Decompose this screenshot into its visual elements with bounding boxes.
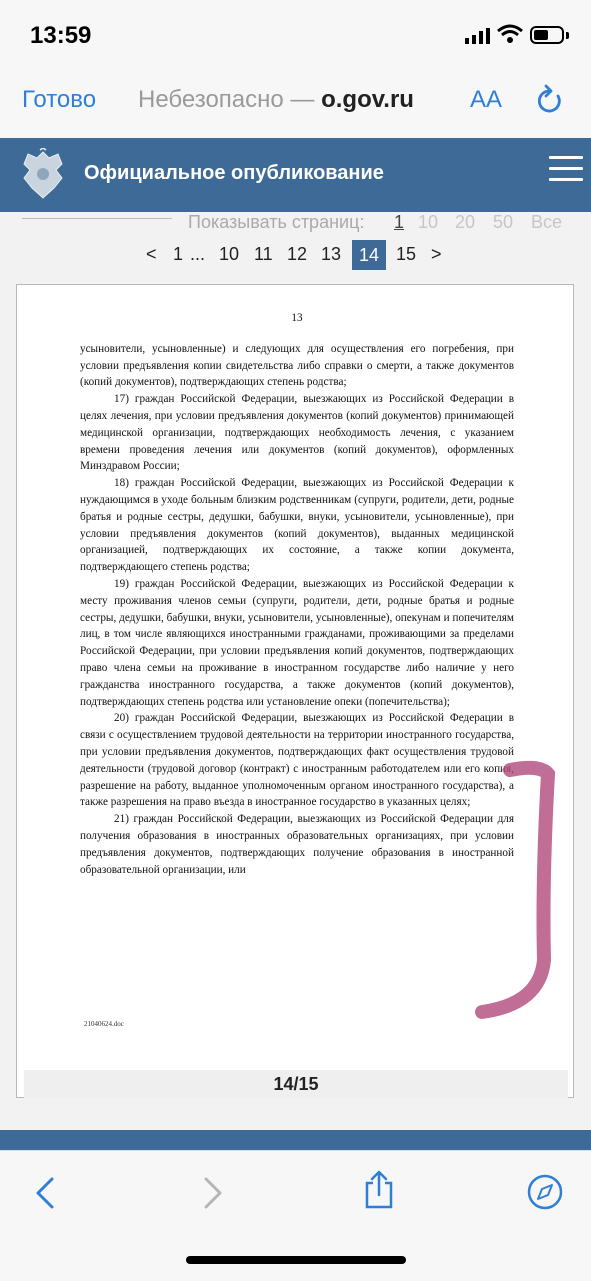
home-indicator [186,1256,406,1264]
document-paragraph: усыновители, усыновленные) и следующих для осуществления его погребения, при условии предъявления копии свидетельства либо справки о смерти, а также документов (копий документов), подтверждающих степень родства; [80,342,514,389]
reload-icon[interactable] [535,84,565,118]
document-paragraph: 19) граждан Российской Федерации, выезжающих из Российской Федерации к месту проживания членов семьи (супруги, родители, дети, родные братья и родные сестры, дедушки, бабушки, внуки, усыновители, усыновленные), опекунам и попечителям лиц, в том числе являющихся иностранными гражданами, проживающими за пределами Российской Федерации, при условии предъявления копий документов, подтверждающих право члена семьи на проживание в иностранном государстве либо наличие у него гражданства иностранного государства, а также документов (копий документов), подтверждающих степень родства или установление опеки (попечительства); [80,577,514,708]
status-bar [0,0,591,70]
highlight-bracket-mark [470,760,560,1030]
hamburger-menu-icon[interactable] [549,156,583,189]
pages-per-view-label: Показывать страниц: [188,212,365,232]
document-paragraph: 21) граждан Российской Федерации, выезжающих из Российской Федерации для получения образования в иностранных образовательных организациях, при условии предъявления документов, подтверждающих получение образования в иностранной образовательной организации, или [80,813,514,876]
pager-page-11[interactable]: 11 [254,244,273,264]
pager-ellipsis: ... [190,244,206,264]
pager-page-15[interactable]: 15 [396,244,417,264]
url-prefix: Небезопасно — [138,86,322,113]
pager-next-button[interactable]: > [431,244,442,264]
document-page-number: 13 [291,312,303,324]
pager-page-12[interactable]: 12 [287,244,308,264]
cellular-signal-icon [465,28,491,44]
battery-icon [530,26,564,44]
pages-per-view-selector [0,212,591,240]
browser-address-bar [0,70,591,138]
pages-option-all[interactable]: Все [531,212,563,232]
document-paragraph: 17) граждан Российской Федерации, выезжающих из Российской Федерации в целях лечения, при условии предъявления документов (копий документов) принимающей медицинской организации, подтверждающих необходимость лечения, с указанием времени проведения лечения или документов (копий документов), оформленных Минздравом России; [80,393,514,473]
site-footer-strip [0,1130,591,1150]
compass-icon[interactable] [526,1173,564,1211]
document-paragraph: 20) граждан Российской Федерации, выезжающих из Российской Федерации в связи с осуществлением трудовой деятельности на территории иностранного государства, при условии предъявления документов, подтверждающих факт осуществления трудовой деятельности (трудовой договор (контракт) с иностранным работодателем или его копия, разрешение на работу, выданное уполномоченным органом иностранного государства), а также разрешения на право въезда в иностранное государство в указанных целях; [80,712,514,809]
pager-page-13[interactable]: 13 [321,244,342,264]
pagination [0,240,591,272]
document-footer-code: 21040624.doc [84,1020,124,1028]
done-button[interactable]: Готово [22,86,97,113]
battery-tip [566,32,569,39]
back-icon[interactable] [32,1175,58,1211]
pages-option-20[interactable]: 20 [455,212,476,232]
site-header [0,138,591,212]
divider [22,218,172,219]
status-time: 13:59 [30,22,92,49]
pages-option-10[interactable]: 10 [418,212,439,232]
pages-option-50[interactable]: 50 [493,212,514,232]
forward-icon[interactable] [200,1175,226,1211]
document-page [80,300,514,878]
page-indicator-bar [24,1070,568,1098]
text-size-button[interactable]: AA [470,86,503,113]
pager-page-1[interactable]: 1 [173,244,184,264]
url-domain: o.gov.ru [321,86,414,113]
site-title: Официальное опубликование [84,162,384,184]
share-icon[interactable] [362,1169,396,1211]
pager-prev-button[interactable]: < [146,244,157,264]
pages-option-1[interactable]: 1 [394,212,405,232]
coat-of-arms-emblem[interactable] [18,148,68,202]
wifi-icon [497,24,523,44]
document-paragraph: 18) граждан Российской Федерации, выезжающих из Российской Федерации к нуждающимся в уходе больным близким родственникам (супруги, родители, дети, родные братья и родные сестры, дедушки, бабушки, внуки, усыновители, усыновленные), при условии предъявления документов (копий документов), выданных медицинской организацией, подтверждающих их состояние, а также копии документа, подтверждающего степень родства; [80,477,514,574]
page-count: 14/15 [273,1074,319,1094]
pager-page-10[interactable]: 10 [219,244,240,264]
url-field[interactable] [138,86,443,114]
pager-current-page[interactable]: 14 [352,240,386,270]
